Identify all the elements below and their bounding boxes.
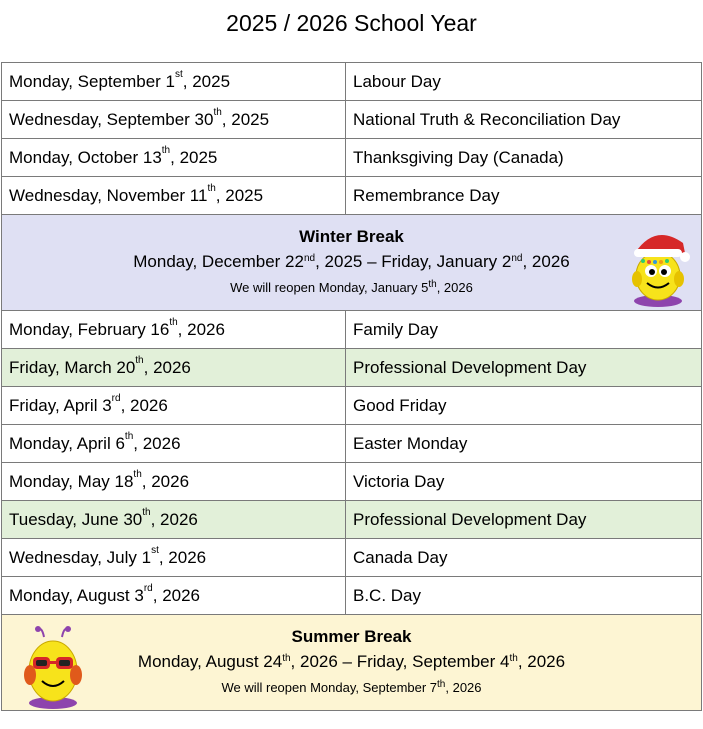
event-cell: Easter Monday xyxy=(346,425,702,463)
summer-range-end: , 2026 – Friday, September 4 xyxy=(290,651,510,671)
winter-range-year: , 2026 xyxy=(522,251,570,271)
event-cell: National Truth & Reconciliation Day xyxy=(346,101,702,139)
table-row xyxy=(2,311,702,349)
date-year: , 2025 xyxy=(215,185,264,205)
event-cell: B.C. Day xyxy=(346,577,702,615)
winter-break-section xyxy=(2,215,702,311)
event-cell: Labour Day xyxy=(346,63,702,101)
table-row xyxy=(2,425,702,463)
date-year: , 2026 xyxy=(141,471,190,491)
mid-rows xyxy=(2,311,702,615)
winter-range-start-suffix: nd xyxy=(303,252,316,264)
date-text: Wednesday, July 1 xyxy=(9,547,152,567)
date-suffix: st xyxy=(151,544,159,556)
summer-reopen-suffix: th xyxy=(437,678,446,690)
event-cell: Professional Development Day xyxy=(346,349,702,387)
date-cell xyxy=(2,349,346,387)
date-suffix: th xyxy=(207,182,216,194)
sunglasses-mascot-icon xyxy=(20,623,86,709)
santa-hat-mascot-icon xyxy=(625,221,691,307)
date-year: , 2026 xyxy=(177,319,225,339)
date-cell xyxy=(2,177,346,215)
table-row xyxy=(2,63,702,101)
date-suffix: th xyxy=(133,468,142,480)
date-year: , 2026 xyxy=(150,509,198,529)
date-cell xyxy=(2,63,346,101)
table-row xyxy=(2,577,702,615)
event-cell: Family Day xyxy=(346,311,702,349)
summer-range-start-suffix: th xyxy=(282,652,291,664)
date-text: Monday, August 3 xyxy=(9,585,144,605)
date-text: Monday, October 13 xyxy=(9,147,162,167)
date-cell xyxy=(2,425,346,463)
date-year: , 2026 xyxy=(120,395,168,415)
event-cell: Professional Development Day xyxy=(346,501,702,539)
summer-range-end-suffix: th xyxy=(509,652,518,664)
date-year: , 2026 xyxy=(133,433,181,453)
date-suffix: st xyxy=(175,68,183,80)
date-suffix: th xyxy=(135,354,144,366)
table-row xyxy=(2,387,702,425)
winter-reopen-year: , 2026 xyxy=(436,279,473,295)
date-text: Friday, March 20 xyxy=(9,357,136,377)
summer-break-cell xyxy=(2,615,702,711)
date-cell xyxy=(2,311,346,349)
table-row xyxy=(2,463,702,501)
date-text: Friday, April 3 xyxy=(9,395,112,415)
table-row xyxy=(2,177,702,215)
winter-reopen-suffix: th xyxy=(428,278,437,290)
date-cell xyxy=(2,577,346,615)
date-year: , 2025 xyxy=(182,71,231,91)
date-text: Wednesday, September 30 xyxy=(9,109,214,129)
school-year-table xyxy=(1,62,702,711)
date-year: , 2026 xyxy=(143,357,191,377)
date-cell xyxy=(2,387,346,425)
winter-reopen-note xyxy=(2,276,701,300)
date-text: Monday, May 18 xyxy=(9,471,134,491)
top-rows xyxy=(2,63,702,215)
summer-break-title: Summer Break xyxy=(291,626,412,646)
date-year: , 2026 xyxy=(158,547,207,567)
date-year: , 2026 xyxy=(152,585,201,605)
date-cell xyxy=(2,101,346,139)
event-cell: Remembrance Day xyxy=(346,177,702,215)
date-cell xyxy=(2,539,346,577)
date-year: , 2025 xyxy=(221,109,270,129)
summer-reopen-note xyxy=(2,676,701,700)
date-cell xyxy=(2,463,346,501)
date-text: Monday, September 1 xyxy=(9,71,175,91)
date-text: Tuesday, June 30 xyxy=(9,509,143,529)
date-cell xyxy=(2,139,346,177)
date-suffix: th xyxy=(169,316,178,328)
date-suffix: th xyxy=(161,144,171,156)
winter-break-range xyxy=(2,248,701,276)
date-cell xyxy=(2,501,346,539)
event-cell: Good Friday xyxy=(346,387,702,425)
table-row xyxy=(2,349,702,387)
summer-reopen-text: We will reopen Monday, September 7 xyxy=(221,679,438,695)
summer-range-start: Monday, August 24 xyxy=(137,651,283,671)
table-row xyxy=(2,101,702,139)
date-text: Wednesday, November 11 xyxy=(9,185,208,205)
table-row xyxy=(2,139,702,177)
date-year: , 2025 xyxy=(170,147,218,167)
winter-break-title: Winter Break xyxy=(299,226,404,246)
event-cell: Canada Day xyxy=(346,539,702,577)
page-title: 2025 / 2026 School Year xyxy=(226,10,477,36)
winter-range-end: , 2025 – Friday, January 2 xyxy=(315,251,512,271)
winter-break-cell xyxy=(2,215,702,311)
summer-range-year: , 2026 xyxy=(517,651,566,671)
event-cell: Victoria Day xyxy=(346,463,702,501)
table-row xyxy=(2,501,702,539)
table-row xyxy=(2,539,702,577)
event-cell: Thanksgiving Day (Canada) xyxy=(346,139,702,177)
date-text: Monday, April 6 xyxy=(9,433,125,453)
summer-break-section xyxy=(2,615,702,711)
date-suffix: th xyxy=(213,106,222,118)
date-suffix: th xyxy=(124,430,134,442)
summer-reopen-year: , 2026 xyxy=(445,679,482,695)
winter-reopen-text: We will reopen Monday, January 5 xyxy=(230,279,429,295)
date-suffix: rd xyxy=(143,582,153,594)
date-text: Monday, February 16 xyxy=(9,319,170,339)
summer-break-row xyxy=(2,615,702,711)
winter-break-row xyxy=(2,215,702,311)
winter-range-end-suffix: nd xyxy=(511,252,523,264)
summer-break-range xyxy=(2,648,701,676)
date-suffix: rd xyxy=(111,392,121,404)
winter-range-start: Monday, December 22 xyxy=(133,251,304,271)
date-suffix: th xyxy=(142,506,151,518)
